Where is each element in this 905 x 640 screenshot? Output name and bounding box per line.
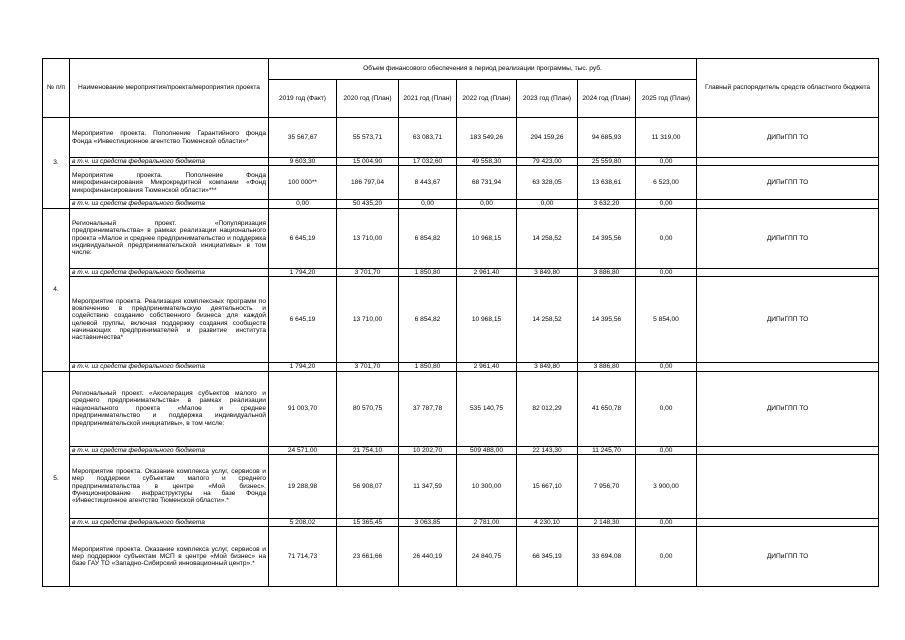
value-cell: 82 012,29 <box>517 371 578 446</box>
row-name <box>70 277 269 363</box>
distributor-cell-empty <box>697 268 879 276</box>
header-year: 2019 год (Факт) <box>269 80 337 118</box>
federal-row <box>43 518 879 526</box>
federal-value-cell: 3 701,70 <box>337 363 399 371</box>
distributor-cell: ДИПиГПП ТО <box>697 208 879 268</box>
value-cell: 535 140,75 <box>457 371 517 446</box>
federal-value-cell: 49 558,30 <box>457 158 517 166</box>
distributor-cell-empty <box>697 518 879 526</box>
value-cell: 14 395,56 <box>578 208 636 268</box>
distributor-cell <box>697 454 879 518</box>
value-cell: 23 661,66 <box>337 527 399 587</box>
federal-value-cell: 15 004,90 <box>337 158 399 166</box>
federal-value-cell: 1 850,80 <box>399 363 457 371</box>
distributor-cell-empty <box>697 200 879 208</box>
row-name <box>70 527 269 587</box>
federal-value-cell: 0,00 <box>636 518 697 526</box>
value-cell: 7 956,70 <box>578 454 636 518</box>
value-cell: 94 685,93 <box>578 118 636 158</box>
value-cell: 13 638,61 <box>578 166 636 200</box>
value-cell: 6 645,19 <box>269 208 337 268</box>
federal-value-cell: 0,00 <box>399 200 457 208</box>
header-name: Наименование мероприятия/проекта/мероприятия проекта <box>70 59 269 118</box>
federal-value-cell: 1 850,80 <box>399 268 457 276</box>
value-cell: 5 854,00 <box>636 277 697 363</box>
distributor-cell: ДИПиГПП ТО <box>697 527 879 587</box>
table-row <box>43 277 879 363</box>
federal-value-cell: 11 245,70 <box>578 446 636 454</box>
value-cell: 3 900,00 <box>636 454 697 518</box>
federal-value-cell: 3 849,80 <box>517 268 578 276</box>
header-funding: Объем финансового обеспечения в период реализации программы, тыс. руб. <box>269 59 697 80</box>
value-cell: 6 645,19 <box>269 277 337 363</box>
value-cell: 63 083,71 <box>399 118 457 158</box>
row-name-text: Региональный проект. «Популяризация предпринимательства» в рамках реализации национального проекта «Малое и среднее предпринимательство и поддержка индивидуальной предпринимательской инициативы» в том числе: <box>72 219 266 257</box>
value-cell: 14 258,52 <box>517 277 578 363</box>
header-distributor: Главный распорядитель средств областного бюджета <box>697 59 879 118</box>
federal-value-cell: 2 781,00 <box>457 518 517 526</box>
federal-value-cell: 0,00 <box>269 200 337 208</box>
table-row <box>43 208 879 268</box>
value-cell: 11 347,59 <box>399 454 457 518</box>
federal-value-cell: 3 701,70 <box>337 268 399 276</box>
federal-row <box>43 363 879 371</box>
value-cell: 13 710,00 <box>337 208 399 268</box>
row-name-text: Мероприятие проекта. Оказание комплекса услуг, сервисов и мер поддержки субъектам МСП в центре «Мой бизнес» на базе ГАУ ТО «Западно-Сибирский инновационный центр».* <box>72 545 266 568</box>
header-no: № п/п <box>43 59 70 118</box>
federal-value-cell: 9 603,30 <box>269 158 337 166</box>
value-cell: 55 573,71 <box>337 118 399 158</box>
value-cell: 10 968,15 <box>457 277 517 363</box>
federal-value-cell: 79 423,00 <box>517 158 578 166</box>
distributor-cell-empty <box>697 158 879 166</box>
value-cell: 15 667,10 <box>517 454 578 518</box>
header-year: 2023 год (План) <box>517 80 578 118</box>
federal-label: в т.ч. из средств федерального бюджета <box>70 158 269 166</box>
value-cell: 14 395,56 <box>578 277 636 363</box>
federal-value-cell: 0,00 <box>457 200 517 208</box>
row-name <box>70 208 269 268</box>
row-name-text: Мероприятие проекта. Пополнение Гарантийного фонда Фонда «Инвестиционное агентство Тюменской области»* <box>72 130 266 145</box>
federal-value-cell: 22 143,30 <box>517 446 578 454</box>
value-cell: 68 731,94 <box>457 166 517 200</box>
value-cell: 100 000** <box>269 166 337 200</box>
federal-value-cell: 2 148,30 <box>578 518 636 526</box>
value-cell: 0,00 <box>636 371 697 446</box>
value-cell: 24 840,75 <box>457 527 517 587</box>
federal-label: в т.ч. из средств федерального бюджета <box>70 446 269 454</box>
table-row <box>43 118 879 158</box>
value-cell: 33 694,08 <box>578 527 636 587</box>
value-cell: 11 319,00 <box>636 118 697 158</box>
federal-value-cell: 15 365,45 <box>337 518 399 526</box>
header-year: 2022 год (План) <box>457 80 517 118</box>
federal-label: в т.ч. из средств федерального бюджета <box>70 200 269 208</box>
distributor-cell: ДИПиГПП ТО <box>697 118 879 158</box>
federal-value-cell: 0,00 <box>636 268 697 276</box>
distributor-cell: ДИПиГПП ТО <box>697 371 879 446</box>
federal-value-cell: 3 632,20 <box>578 200 636 208</box>
row-number: 3. <box>43 118 70 209</box>
value-cell: 183 549,26 <box>457 118 517 158</box>
federal-value-cell: 1 794,20 <box>269 363 337 371</box>
row-name <box>70 166 269 200</box>
header-year: 2025 год (План) <box>636 80 697 118</box>
federal-value-cell: 21 754,10 <box>337 446 399 454</box>
federal-value-cell: 0,00 <box>636 200 697 208</box>
budget-table <box>42 58 879 587</box>
value-cell: 10 300,00 <box>457 454 517 518</box>
value-cell: 6 854,82 <box>399 277 457 363</box>
row-name-text: Мероприятие проекта. Оказание комплекса услуг, сервисов и мер поддержки субъектам малого и среднего предпринимательства в центре «Мой бизнес». Функционирование инфраструктуры на базе Фонда «Инвестиционное агентство Тюменской области».* <box>72 467 266 505</box>
federal-value-cell: 1 794,20 <box>269 268 337 276</box>
federal-value-cell: 3 849,80 <box>517 363 578 371</box>
federal-value-cell: 2 961,40 <box>457 268 517 276</box>
value-cell: 13 710,00 <box>337 277 399 363</box>
header-year: 2021 год (План) <box>399 80 457 118</box>
table-row <box>43 166 879 200</box>
federal-value-cell: 2 961,40 <box>457 363 517 371</box>
value-cell: 26 440,19 <box>399 527 457 587</box>
value-cell: 6 523,00 <box>636 166 697 200</box>
federal-value-cell: 4 230,10 <box>517 518 578 526</box>
value-cell: 6 854,82 <box>399 208 457 268</box>
federal-label: в т.ч. из средств федерального бюджета <box>70 363 269 371</box>
federal-label: в т.ч. из средств федерального бюджета <box>70 518 269 526</box>
table-row <box>43 454 879 518</box>
header-year: 2020 год (План) <box>337 80 399 118</box>
federal-label: в т.ч. из средств федерального бюджета <box>70 268 269 276</box>
federal-value-cell: 50 435,20 <box>337 200 399 208</box>
value-cell: 80 570,75 <box>337 371 399 446</box>
federal-value-cell: 3 063,85 <box>399 518 457 526</box>
federal-value-cell: 25 559,80 <box>578 158 636 166</box>
federal-value-cell: 10 202,70 <box>399 446 457 454</box>
federal-row <box>43 268 879 276</box>
value-cell: 41 650,78 <box>578 371 636 446</box>
value-cell: 19 288,98 <box>269 454 337 518</box>
value-cell: 66 345,19 <box>517 527 578 587</box>
table-row <box>43 527 879 587</box>
row-number: 4. <box>43 208 70 371</box>
row-name <box>70 454 269 518</box>
federal-value-cell: 17 032,60 <box>399 158 457 166</box>
value-cell: 56 908,07 <box>337 454 399 518</box>
federal-value-cell: 0,00 <box>636 446 697 454</box>
table-body <box>43 118 879 587</box>
value-cell: 14 258,52 <box>517 208 578 268</box>
distributor-cell: ДИПиГПП ТО <box>697 166 879 200</box>
federal-value-cell: 0,00 <box>517 200 578 208</box>
value-cell: 0,00 <box>636 208 697 268</box>
distributor-cell: ДИПиГПП ТО <box>697 277 879 363</box>
federal-row <box>43 200 879 208</box>
value-cell: 35 567,67 <box>269 118 337 158</box>
value-cell: 294 159,26 <box>517 118 578 158</box>
header-year: 2024 год (План) <box>578 80 636 118</box>
value-cell: 63 328,05 <box>517 166 578 200</box>
federal-value-cell: 5 208,02 <box>269 518 337 526</box>
row-name-text: Региональный проект. «Акселерация субъектов малого и среднего предпринимательства» в рамках реализации национального проекта «Малое и среднее предпринимательство и поддержка индивидуальной предпринимательской инициативы», в том числе: <box>72 390 266 427</box>
value-cell: 71 714,73 <box>269 527 337 587</box>
federal-value-cell: 3 886,80 <box>578 268 636 276</box>
table-row <box>43 371 879 446</box>
row-name <box>70 118 269 158</box>
federal-value-cell: 3 886,80 <box>578 363 636 371</box>
row-name <box>70 371 269 446</box>
value-cell: 91 003,70 <box>269 371 337 446</box>
value-cell: 8 443,67 <box>399 166 457 200</box>
federal-value-cell: 509 488,00 <box>457 446 517 454</box>
distributor-cell-empty <box>697 446 879 454</box>
row-name-text: Мероприятие проекта. Пополнение Фонда микрофинансирования Микрокредитной компании «Фонд микрофинансирования Тюменской области»*** <box>72 171 266 194</box>
value-cell: 0,00 <box>636 527 697 587</box>
value-cell: 10 968,15 <box>457 208 517 268</box>
federal-row <box>43 446 879 454</box>
federal-value-cell: 0,00 <box>636 158 697 166</box>
federal-value-cell: 24 571,00 <box>269 446 337 454</box>
federal-row <box>43 158 879 166</box>
value-cell: 37 787,78 <box>399 371 457 446</box>
value-cell: 186 797,04 <box>337 166 399 200</box>
federal-value-cell: 0,00 <box>636 363 697 371</box>
row-number: 5. <box>43 371 70 587</box>
row-name-text: Мероприятие проекта. Реализация комплексных программ по вовлечению в предпринимательскую деятельность и содействию созданию собственного бизнеса для каждой целевой группы, включая поддержку создания сообществ начинающих предпринимателей и развитие института наставничества* <box>72 297 266 342</box>
distributor-cell-empty <box>697 363 879 371</box>
